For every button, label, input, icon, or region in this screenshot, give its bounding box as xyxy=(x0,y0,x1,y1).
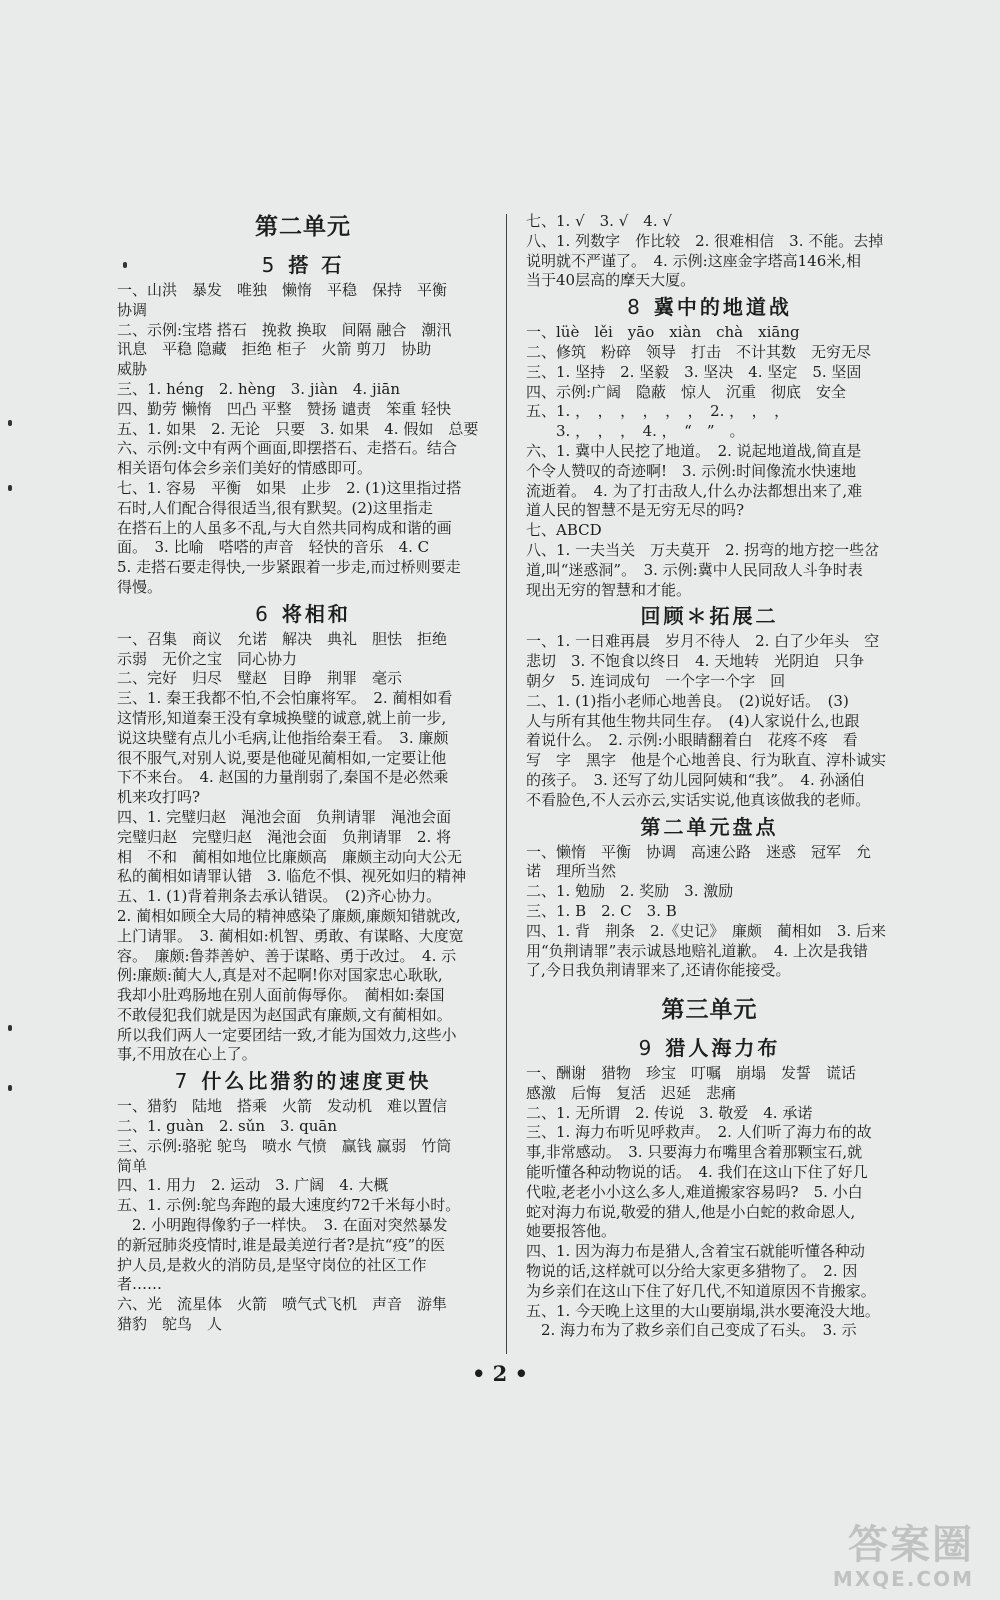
lesson-heading xyxy=(526,601,893,631)
scan-speck xyxy=(8,420,12,426)
answer-line: 3. ， ， ， 4. ， “ ” 。 xyxy=(526,422,745,441)
scan-speck xyxy=(8,1025,12,1031)
answer-line: 下不来台。 4. 赵国的力量削弱了,秦国不是必然乘 xyxy=(117,768,449,787)
answer-line: 道人民的智慧不是无穷无尽的吗? xyxy=(526,501,745,520)
answer-line: 所以我们两人一定要团结一致,才能为国效力,这些小 xyxy=(117,1025,457,1044)
answer-line: 一、lüè lěi yāo xiàn chà xiāng xyxy=(526,323,800,342)
answer-line: 能听懂各种动物说的话。 4. 我们在这山下住了好几 xyxy=(526,1163,868,1182)
answer-line: 二、1. (1)指小老师心地善良。 (2)说好话。 (3) xyxy=(526,691,849,710)
answer-line: 上门请罪。 3. 蔺相如:机智、勇敢、有谋略、大度宽 xyxy=(117,926,464,945)
answer-line: 七、ABCD xyxy=(526,521,602,540)
lesson-number: 9 xyxy=(638,1036,652,1061)
answer-line: 石时,人们配合得很适当,很有默契。(2)这里指走 xyxy=(117,498,433,517)
answer-line: 完璧归赵 完璧归赵 渑池会面 负荆请罪 2. 将 xyxy=(117,827,452,846)
answer-line: 三、1. héng 2. hèng 3. jiàn 4. jiān xyxy=(117,379,401,398)
answer-line: 得慢。 xyxy=(117,577,163,596)
answer-line: 事,非常感动。 3. 只要海力布嘴里含着那颗宝石,就 xyxy=(526,1143,863,1162)
answer-line: 诺 理所当然 xyxy=(526,862,617,881)
answer-line: 护人员,是救火的消防员,是坚守岗位的社区工作 xyxy=(117,1255,427,1274)
answer-line: 四、勤劳 懒惰 凹凸 平整 赞扬 谴责 笨重 轻快 xyxy=(117,399,452,418)
lesson-number: 8 xyxy=(627,295,640,320)
answer-line: 四、1. 用力 2. 运动 3. 广阔 4. 大概 xyxy=(117,1176,389,1195)
answer-line: 写 字 黑字 他是个心地善良、行为耿直、淳朴诚实 xyxy=(526,751,887,770)
answer-line: 为乡亲们在这山下住了好几代,不知道原因不肯搬家。 xyxy=(526,1281,876,1300)
lesson-title: 第二单元盘点 xyxy=(640,814,779,839)
watermark-logo xyxy=(814,1522,974,1594)
answer-line: 六、示例:文中有两个画面,即摆搭石、走搭石。结合 xyxy=(117,439,457,458)
lesson-heading xyxy=(526,292,893,322)
lesson-number: 6 xyxy=(255,601,268,626)
answer-line: 三、1. 海力布听见呼救声。 2. 人们听了海力布的故 xyxy=(526,1123,872,1142)
answer-line: 四、1. 因为海力布是猎人,含着宝石就能听懂各种动 xyxy=(526,1242,865,1261)
lesson-title: 什么比猎豹的速度更快 xyxy=(201,1069,432,1094)
answer-line: 悲切 3. 不饱食以终日 4. 天地转 光阴迫 只争 xyxy=(526,652,865,671)
answer-line: 三、示例:骆驼 鸵鸟 喷水 气愤 赢钱 赢弱 竹筒 xyxy=(117,1136,452,1155)
answer-line: 五、1. (1)背着荆条去承认错误。 (2)齐心协力。 xyxy=(117,887,442,906)
answer-line: 着说什么。 2. 示例:小眼睛翻着白 花疼不疼 看 xyxy=(526,731,858,750)
scan-speck xyxy=(8,1085,12,1091)
answer-line: 很不服气,对别人说,要是他碰见蔺相如,一定要让他 xyxy=(117,748,447,767)
answer-line: 四、1. 完璧归赵 渑池会面 负荆请罪 渑池会面 xyxy=(117,807,452,826)
answer-line: 示弱 无价之宝 同心协力 xyxy=(117,649,298,668)
answer-line: 一、1. 一日难再晨 岁月不待人 2. 白了少年头 空 xyxy=(526,632,880,651)
right-column xyxy=(526,212,893,1341)
lesson-title: 将相和 xyxy=(281,601,351,626)
answer-line: 七、1. 容易 平衡 如果 止步 2. (1)这里指过搭 xyxy=(117,478,462,497)
answer-line: 五、1. 示例:鸵鸟奔跑的最大速度约72千米每小时。 xyxy=(117,1196,461,1215)
answer-line: 八、1. 列数字 作比较 2. 很难相信 3. 不能。去掉 xyxy=(526,231,884,250)
answer-line: 代啦,老老小小这么多人,难道搬家容易吗? 5. 小白 xyxy=(526,1182,863,1201)
lesson-heading xyxy=(526,1033,893,1063)
answer-line: 相关语句体会乡亲们美好的情感即可。 xyxy=(117,459,373,478)
answer-line: 六、光 流星体 火箭 喷气式飞机 声音 游隼 xyxy=(117,1295,448,1314)
answer-line: 2. 小明跑得像豹子一样快。 3. 在面对突然暴发 xyxy=(117,1216,448,1235)
answer-line: 的孩子。 3. 还写了幼儿园阿姨和“我”。 4. 孙涵伯 xyxy=(526,770,865,789)
answer-line: 三、1. 秦王我都不怕,不会怕廉将军。 2. 蔺相如看 xyxy=(117,689,453,708)
answer-line: 说这块璧有点儿小毛病,让他指给秦王看。 3. 廉颇 xyxy=(117,728,449,747)
lesson-heading xyxy=(117,250,489,280)
answer-line: 二、1. guàn 2. sǔn 3. quān xyxy=(117,1117,337,1136)
watermark-text: 答案圈 xyxy=(848,1522,974,1568)
answer-line: 2. 海力布为了救乡亲们自己变成了石头。 3. 示 xyxy=(526,1321,857,1340)
answer-line: 流逝着。 4. 为了打击敌人,什么办法都想出来了,难 xyxy=(526,481,863,500)
lesson-heading xyxy=(117,1066,489,1096)
lesson-title: 回顾＊拓展二 xyxy=(640,604,779,629)
answer-line: 不看脸色,不人云亦云,实话实说,他真该做我的老师。 xyxy=(526,790,871,809)
answer-line: 二、完好 归尽 璧赵 目睁 荆罪 毫示 xyxy=(117,669,403,688)
answer-line: 机来攻打吗? xyxy=(117,788,201,807)
answer-line: 五、1. 今天晚上这里的大山要崩塌,洪水要淹没大地。 xyxy=(526,1301,880,1320)
answer-line: 个令人赞叹的奇迹啊! 3. 示例:时间像流水快速地 xyxy=(526,461,857,480)
answer-line: 五、1. ， ， ， ， ， ， 2. ， ， ， xyxy=(526,402,790,421)
answer-line: 五、1. 如果 2. 无论 只要 3. 如果 4. 假如 总要 xyxy=(117,419,479,438)
answer-line: 二、修筑 粉碎 领导 打击 不计其数 无穷无尽 xyxy=(526,342,872,361)
answer-line: 面。 3. 比喻 嗒嗒的声音 轻快的音乐 4. C xyxy=(117,538,430,557)
lesson-title: 冀中的地道战 xyxy=(653,295,792,320)
answer-line: 四、示例:广阔 隐蔽 惊人 沉重 彻底 安全 xyxy=(526,382,847,401)
lesson-title: 猎人海力布 xyxy=(665,1036,781,1061)
answer-line: 5. 走搭石要走得快,一步紧跟着一步走,而过桥则要走 xyxy=(117,558,461,577)
lesson-heading xyxy=(526,812,893,842)
answer-line: 道,叫“迷惑洞”。 3. 示例:冀中人民同敌人斗争时表 xyxy=(526,560,863,579)
answer-line: 了,今日我负荆请罪来了,还请你能接受。 xyxy=(526,961,791,980)
scan-speck xyxy=(123,262,127,268)
answer-line: 协调 xyxy=(117,300,148,319)
answer-line: 这情形,知道秦王没有拿城换璧的诚意,就上前一步, xyxy=(117,708,447,727)
answer-line: 蛇对海力布说,敬爱的猎人,他是小白蛇的救命恩人, xyxy=(526,1202,856,1221)
answer-line: 二、示例:宝塔 搭石 挽救 换取 间隔 融合 潮汛 xyxy=(117,320,452,339)
answer-line: 威胁 xyxy=(117,360,148,379)
answer-line: 四、1. 背 荆条 2.《史记》 廉颇 蔺相如 3. 后来 xyxy=(526,921,886,940)
answer-line: 我却小肚鸡肠地在别人面前侮辱你。 蔺相如:秦国 xyxy=(117,986,445,1005)
answer-line: 人与所有其他生物共同生存。 (4)人家说什么,也跟 xyxy=(526,711,860,730)
answer-line: 者…… xyxy=(117,1275,163,1294)
answer-line: 她要报答他。 xyxy=(526,1222,617,1241)
answer-line: 一、酬谢 猎物 珍宝 叮嘱 崩塌 发誓 谎话 xyxy=(526,1064,857,1083)
page-number: • 2 • xyxy=(471,1361,529,1386)
lesson-number: 5 xyxy=(261,253,275,277)
answer-line: 例:廉颇:蔺大人,真是对不起啊!你对国家忠心耿耿, xyxy=(117,966,443,985)
scan-speck xyxy=(8,485,12,491)
answer-line: 猎豹 鸵鸟 人 xyxy=(117,1315,223,1334)
unit-heading: 第三单元 xyxy=(661,997,758,1024)
answer-line: 容。 廉颇:鲁莽善妒、善于谋略、勇于改过。 4. 示 xyxy=(117,946,457,965)
answer-line: 三、1. 坚持 2. 坚毅 3. 坚决 4. 坚定 5. 坚固 xyxy=(526,362,862,381)
answer-line: 感激 后悔 复活 迟延 悲痛 xyxy=(526,1083,737,1102)
column-divider xyxy=(506,214,507,1354)
answer-line: 不敢侵犯我们就是因为赵国武有廉颇,文有蔺相如。 xyxy=(117,1005,452,1024)
answer-line: 事,不用放在心上了。 xyxy=(117,1045,257,1064)
answer-line: 七、1. √ 3. √ 4. √ xyxy=(526,212,672,230)
answer-line: 二、1. 无所谓 2. 传说 3. 敬爱 4. 承诺 xyxy=(526,1103,813,1122)
answer-line: 三、1. B 2. C 3. B xyxy=(526,901,677,920)
lesson-number: 7 xyxy=(174,1069,188,1094)
lesson-title: 搭 石 xyxy=(288,253,345,277)
answer-line: 一、山洪 暴发 唯独 懒惰 平稳 保持 平衡 xyxy=(117,281,448,299)
answer-line: 当于40层高的摩天大厦。 xyxy=(526,271,696,290)
answer-line: 相 不和 蔺相如地位比廉颇高 廉颇主动向大公无 xyxy=(117,847,463,866)
answer-line: 2. 蔺相如顾全大局的精神感染了廉颇,廉颇知错就改, xyxy=(117,906,461,925)
answer-line: 一、召集 商议 允诺 解决 典礼 胆怯 拒绝 xyxy=(117,629,448,648)
answer-line: 用“负荆请罪”表示诚恳地赔礼道歉。 4. 上次是我错 xyxy=(526,941,868,960)
answer-line: 的新冠肺炎疫情时,谁是最美逆行者?是抗“疫”的医 xyxy=(117,1235,446,1254)
answer-line: 一、猎豹 陆地 搭乘 火箭 发动机 难以置信 xyxy=(117,1097,448,1116)
answer-line: 六、1. 冀中人民挖了地道。 2. 说起地道战,简直是 xyxy=(526,441,862,460)
unit-heading: 第二单元 xyxy=(255,214,351,240)
answer-line: 讯息 平稳 隐藏 拒绝 柜子 火箭 剪刀 协助 xyxy=(117,340,432,359)
answer-line: 八、1. 一夫当关 万夫莫开 2. 拐弯的地方挖一些岔 xyxy=(526,540,880,559)
answer-line: 私的蔺相如请罪认错 3. 临危不惧、视死如归的精神 xyxy=(117,867,467,886)
answer-line: 现出无穷的智慧和才能。 xyxy=(526,580,692,599)
answer-line: 二、1. 勉励 2. 奖励 3. 激励 xyxy=(526,882,734,901)
answer-line: 朝夕 5. 连词成句 一个字一个字 回 xyxy=(526,671,786,690)
answer-line: 在搭石上的人虽多不乱,与大自然共同构成和谐的画 xyxy=(117,518,452,537)
answer-line: 一、懒惰 平衡 协调 高速公路 迷惑 冠军 允 xyxy=(526,842,872,861)
lesson-heading xyxy=(117,599,489,629)
left-column xyxy=(117,212,489,1335)
answer-line: 说明就不严谨了。 4. 示例:这座金字塔高146米,相 xyxy=(526,251,862,270)
watermark-url: MXQE.COM xyxy=(832,1567,974,1591)
answer-line: 简单 xyxy=(117,1156,148,1175)
answer-line: 物说的话,这样就可以分给大家更多猎物了。 2. 因 xyxy=(526,1262,858,1281)
